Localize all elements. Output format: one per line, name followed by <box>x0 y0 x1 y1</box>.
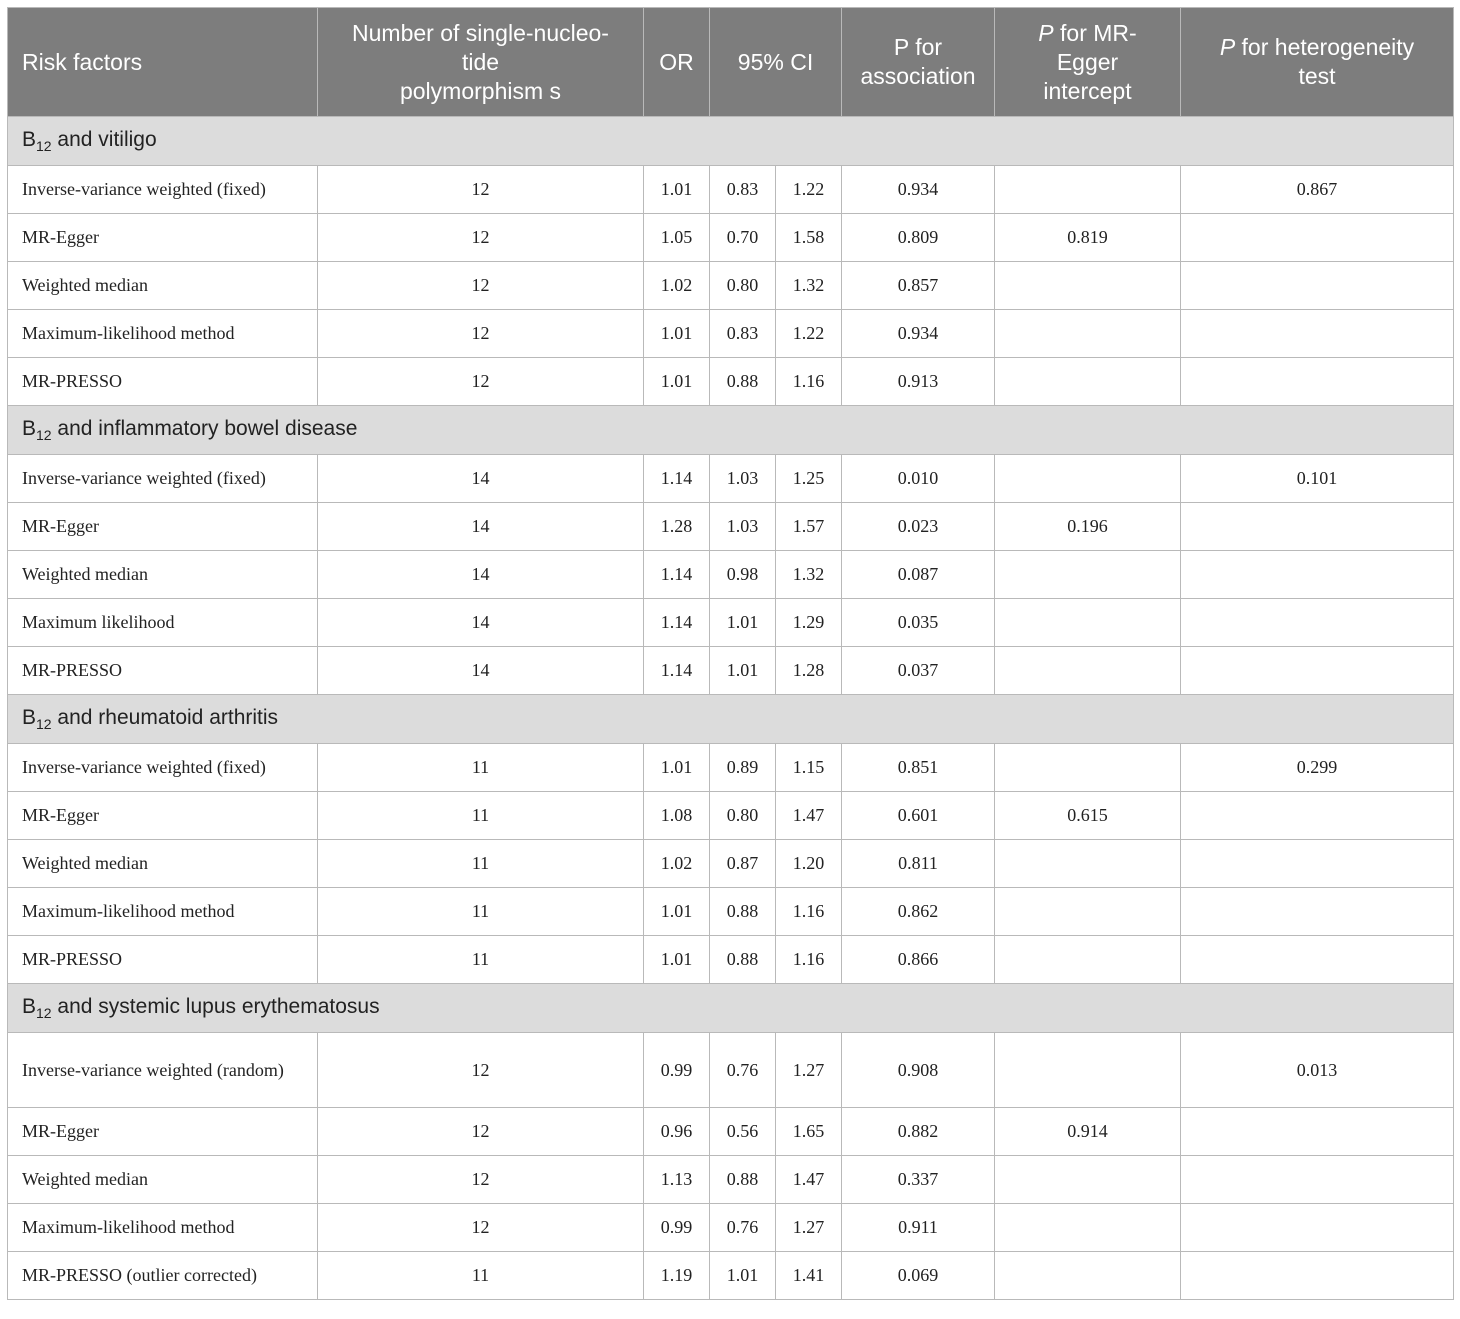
method-cell: Inverse-variance weighted (fixed) <box>8 166 318 214</box>
ci-low-cell: 1.01 <box>710 1252 776 1300</box>
or-cell: 1.01 <box>644 888 710 936</box>
ci-high-cell: 1.32 <box>776 262 842 310</box>
or-cell: 1.01 <box>644 358 710 406</box>
p-egger-cell: 0.615 <box>995 792 1181 840</box>
header-p-association: P for association <box>842 8 995 117</box>
method-cell: MR-Egger <box>8 503 318 551</box>
or-cell: 1.28 <box>644 503 710 551</box>
table-row <box>8 744 1454 792</box>
header-snps: Number of single-nucleo- tide polymorphism s <box>318 8 644 117</box>
method-cell: Weighted median <box>8 840 318 888</box>
p-heterogeneity-cell <box>1181 840 1454 888</box>
ci-low-cell: 0.98 <box>710 551 776 599</box>
ci-high-cell: 1.25 <box>776 455 842 503</box>
p-egger-cell <box>995 455 1181 503</box>
snps-cell: 11 <box>318 1252 644 1300</box>
p-heterogeneity-cell <box>1181 358 1454 406</box>
or-cell: 1.14 <box>644 647 710 695</box>
p-heterogeneity-cell <box>1181 647 1454 695</box>
p-association-cell: 0.010 <box>842 455 995 503</box>
p-heterogeneity-cell <box>1181 214 1454 262</box>
p-association-cell: 0.934 <box>842 166 995 214</box>
snps-cell: 12 <box>318 1204 644 1252</box>
p-association-cell: 0.035 <box>842 599 995 647</box>
table-row <box>8 599 1454 647</box>
table-row <box>8 503 1454 551</box>
snps-cell: 12 <box>318 1033 644 1108</box>
p-heterogeneity-cell: 0.867 <box>1181 166 1454 214</box>
or-cell: 1.02 <box>644 262 710 310</box>
p-heterogeneity-cell <box>1181 503 1454 551</box>
p-heterogeneity-cell: 0.101 <box>1181 455 1454 503</box>
ci-low-cell: 0.76 <box>710 1204 776 1252</box>
snps-cell: 12 <box>318 262 644 310</box>
ci-high-cell: 1.58 <box>776 214 842 262</box>
method-cell: Weighted median <box>8 1156 318 1204</box>
p-egger-cell <box>995 310 1181 358</box>
table-row <box>8 214 1454 262</box>
table-row <box>8 455 1454 503</box>
p-heterogeneity-cell <box>1181 1156 1454 1204</box>
method-cell: Weighted median <box>8 551 318 599</box>
ci-low-cell: 0.56 <box>710 1108 776 1156</box>
p-egger-cell: 0.819 <box>995 214 1181 262</box>
snps-cell: 12 <box>318 358 644 406</box>
p-association-cell: 0.934 <box>842 310 995 358</box>
or-cell: 0.96 <box>644 1108 710 1156</box>
method-cell: MR-PRESSO <box>8 647 318 695</box>
p-egger-cell: 0.196 <box>995 503 1181 551</box>
section-title: $B_{12}$ and vitiligo <box>8 117 1454 166</box>
p-association-cell: 0.023 <box>842 503 995 551</box>
or-cell: 1.13 <box>644 1156 710 1204</box>
table-row <box>8 1204 1454 1252</box>
table-row <box>8 1156 1454 1204</box>
p-association-cell: 0.882 <box>842 1108 995 1156</box>
p-heterogeneity-cell <box>1181 262 1454 310</box>
or-cell: 1.14 <box>644 551 710 599</box>
p-egger-cell <box>995 262 1181 310</box>
or-cell: 1.01 <box>644 166 710 214</box>
snps-cell: 12 <box>318 214 644 262</box>
ci-low-cell: 0.88 <box>710 888 776 936</box>
method-cell: MR-Egger <box>8 1108 318 1156</box>
table-row <box>8 1033 1454 1108</box>
ci-high-cell: 1.27 <box>776 1033 842 1108</box>
section-title: $B_{12}$ and rheumatoid arthritis <box>8 695 1454 744</box>
method-cell: MR-PRESSO <box>8 358 318 406</box>
p-association-cell: 0.862 <box>842 888 995 936</box>
section-title: $B_{12}$ and inflammatory bowel disease <box>8 406 1454 455</box>
table-row <box>8 551 1454 599</box>
ci-high-cell: 1.16 <box>776 936 842 984</box>
ci-high-cell: 1.16 <box>776 888 842 936</box>
p-heterogeneity-cell <box>1181 888 1454 936</box>
p-egger-cell <box>995 647 1181 695</box>
p-heterogeneity-cell <box>1181 1252 1454 1300</box>
ci-low-cell: 0.76 <box>710 1033 776 1108</box>
ci-low-cell: 0.88 <box>710 936 776 984</box>
header-risk-factors: Risk factors <box>8 8 318 117</box>
p-association-cell: 0.809 <box>842 214 995 262</box>
ci-high-cell: 1.29 <box>776 599 842 647</box>
p-association-cell: 0.857 <box>842 262 995 310</box>
or-cell: 1.14 <box>644 455 710 503</box>
section-title: $B_{12}$ and systemic lupus erythematosus <box>8 984 1454 1033</box>
table-row <box>8 358 1454 406</box>
p-association-cell: 0.069 <box>842 1252 995 1300</box>
table-row <box>8 1252 1454 1300</box>
header-ci: 95% CI <box>710 8 842 117</box>
ci-high-cell: 1.32 <box>776 551 842 599</box>
p-association-cell: 0.037 <box>842 647 995 695</box>
method-cell: Maximum-likelihood method <box>8 1204 318 1252</box>
ci-low-cell: 1.01 <box>710 647 776 695</box>
method-cell: Inverse-variance weighted (random) <box>8 1033 318 1108</box>
or-cell: 1.01 <box>644 936 710 984</box>
method-cell: MR-Egger <box>8 214 318 262</box>
p-egger-cell <box>995 599 1181 647</box>
p-egger-cell <box>995 888 1181 936</box>
table-row <box>8 1108 1454 1156</box>
p-association-cell: 0.866 <box>842 936 995 984</box>
method-cell: MR-PRESSO <box>8 936 318 984</box>
section-header-row <box>8 117 1454 166</box>
section-header-row <box>8 695 1454 744</box>
snps-cell: 12 <box>318 1108 644 1156</box>
p-association-cell: 0.811 <box>842 840 995 888</box>
ci-low-cell: 0.89 <box>710 744 776 792</box>
ci-low-cell: 1.01 <box>710 599 776 647</box>
method-cell: Weighted median <box>8 262 318 310</box>
results-table <box>7 7 1454 1300</box>
p-heterogeneity-cell <box>1181 1204 1454 1252</box>
or-cell: 1.02 <box>644 840 710 888</box>
ci-high-cell: 1.47 <box>776 1156 842 1204</box>
p-heterogeneity-cell <box>1181 551 1454 599</box>
ci-low-cell: 0.80 <box>710 262 776 310</box>
method-cell: Inverse-variance weighted (fixed) <box>8 455 318 503</box>
snps-cell: 11 <box>318 792 644 840</box>
ci-high-cell: 1.41 <box>776 1252 842 1300</box>
ci-low-cell: 1.03 <box>710 503 776 551</box>
table-row <box>8 936 1454 984</box>
p-heterogeneity-cell <box>1181 599 1454 647</box>
ci-low-cell: 0.83 <box>710 310 776 358</box>
p-association-cell: 0.851 <box>842 744 995 792</box>
p-egger-cell <box>995 840 1181 888</box>
section-header-row <box>8 406 1454 455</box>
p-egger-cell <box>995 1252 1181 1300</box>
p-egger-cell <box>995 744 1181 792</box>
ci-low-cell: 0.88 <box>710 1156 776 1204</box>
method-cell: MR-PRESSO (outlier corrected) <box>8 1252 318 1300</box>
or-cell: 0.99 <box>644 1204 710 1252</box>
p-association-cell: 0.087 <box>842 551 995 599</box>
snps-cell: 14 <box>318 503 644 551</box>
header-row <box>8 8 1454 117</box>
or-cell: 0.99 <box>644 1033 710 1108</box>
p-egger-cell: 0.914 <box>995 1108 1181 1156</box>
ci-high-cell: 1.65 <box>776 1108 842 1156</box>
p-egger-cell <box>995 1156 1181 1204</box>
method-cell: Maximum-likelihood method <box>8 310 318 358</box>
snps-cell: 14 <box>318 455 644 503</box>
table-row <box>8 310 1454 358</box>
ci-high-cell: 1.47 <box>776 792 842 840</box>
snps-cell: 14 <box>318 551 644 599</box>
snps-cell: 14 <box>318 647 644 695</box>
header-p-egger-intercept: P for MR- Egger intercept <box>995 8 1181 117</box>
header-p-heterogeneity: P for heterogeneity test <box>1181 8 1454 117</box>
p-egger-cell <box>995 358 1181 406</box>
method-cell: Maximum likelihood <box>8 599 318 647</box>
p-association-cell: 0.908 <box>842 1033 995 1108</box>
or-cell: 1.01 <box>644 310 710 358</box>
snps-cell: 12 <box>318 310 644 358</box>
table-row <box>8 166 1454 214</box>
p-association-cell: 0.913 <box>842 358 995 406</box>
ci-high-cell: 1.16 <box>776 358 842 406</box>
table-body <box>8 117 1454 1300</box>
ci-high-cell: 1.22 <box>776 166 842 214</box>
p-egger-cell <box>995 1204 1181 1252</box>
or-cell: 1.14 <box>644 599 710 647</box>
ci-low-cell: 0.80 <box>710 792 776 840</box>
p-association-cell: 0.601 <box>842 792 995 840</box>
p-egger-cell <box>995 1033 1181 1108</box>
ci-high-cell: 1.27 <box>776 1204 842 1252</box>
section-header-row <box>8 984 1454 1033</box>
header-or: OR <box>644 8 710 117</box>
table-row <box>8 262 1454 310</box>
snps-cell: 11 <box>318 744 644 792</box>
method-cell: Maximum-likelihood method <box>8 888 318 936</box>
snps-cell: 14 <box>318 599 644 647</box>
p-heterogeneity-cell <box>1181 310 1454 358</box>
ci-low-cell: 0.70 <box>710 214 776 262</box>
table-row <box>8 840 1454 888</box>
ci-low-cell: 0.87 <box>710 840 776 888</box>
or-cell: 1.19 <box>644 1252 710 1300</box>
p-heterogeneity-cell: 0.013 <box>1181 1033 1454 1108</box>
method-cell: Inverse-variance weighted (fixed) <box>8 744 318 792</box>
ci-low-cell: 1.03 <box>710 455 776 503</box>
ci-high-cell: 1.20 <box>776 840 842 888</box>
snps-cell: 12 <box>318 166 644 214</box>
p-egger-cell <box>995 936 1181 984</box>
p-heterogeneity-cell <box>1181 936 1454 984</box>
table-row <box>8 888 1454 936</box>
or-cell: 1.05 <box>644 214 710 262</box>
ci-high-cell: 1.22 <box>776 310 842 358</box>
or-cell: 1.08 <box>644 792 710 840</box>
table-row <box>8 792 1454 840</box>
method-cell: MR-Egger <box>8 792 318 840</box>
p-association-cell: 0.911 <box>842 1204 995 1252</box>
p-heterogeneity-cell <box>1181 792 1454 840</box>
ci-high-cell: 1.15 <box>776 744 842 792</box>
or-cell: 1.01 <box>644 744 710 792</box>
p-egger-cell <box>995 551 1181 599</box>
ci-low-cell: 0.83 <box>710 166 776 214</box>
snps-cell: 11 <box>318 888 644 936</box>
snps-cell: 11 <box>318 936 644 984</box>
snps-cell: 11 <box>318 840 644 888</box>
snps-cell: 12 <box>318 1156 644 1204</box>
ci-low-cell: 0.88 <box>710 358 776 406</box>
ci-high-cell: 1.57 <box>776 503 842 551</box>
p-egger-cell <box>995 166 1181 214</box>
p-heterogeneity-cell <box>1181 1108 1454 1156</box>
p-heterogeneity-cell: 0.299 <box>1181 744 1454 792</box>
p-association-cell: 0.337 <box>842 1156 995 1204</box>
table-row <box>8 647 1454 695</box>
ci-high-cell: 1.28 <box>776 647 842 695</box>
